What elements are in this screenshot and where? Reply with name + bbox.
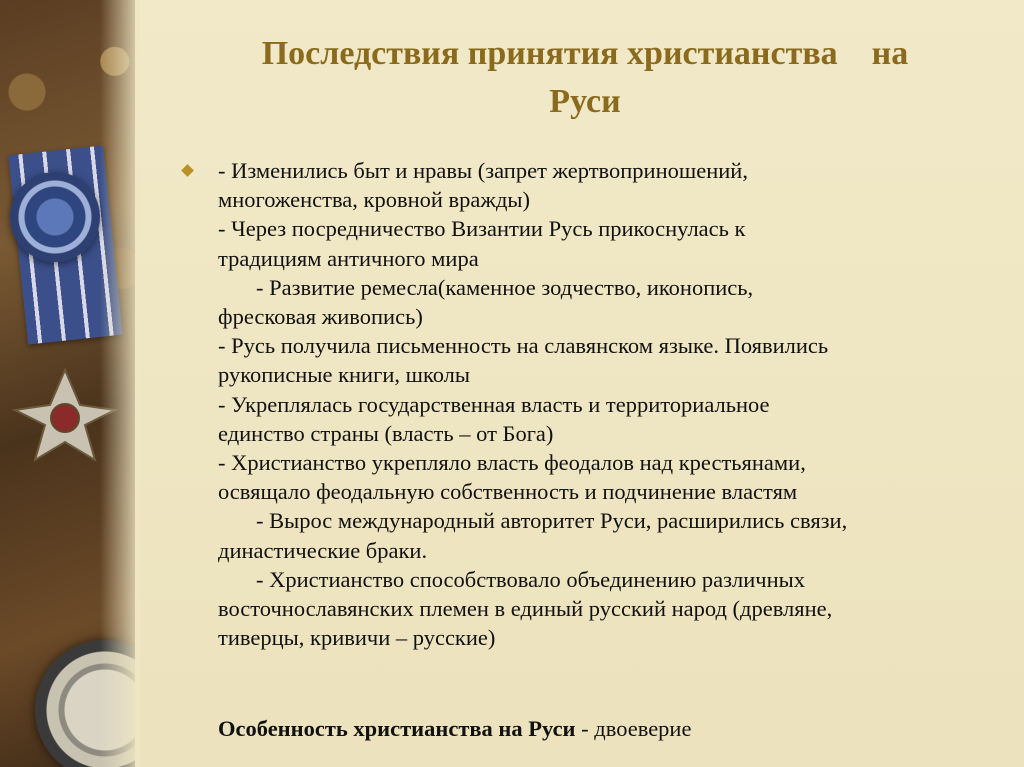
- footer-rest-text: - двоеверие: [575, 716, 692, 741]
- slide-title: [150, 30, 1020, 126]
- text-line: - Русь получила письменность на славянском языке. Появились: [218, 333, 829, 359]
- text-line: - Через посредничество Византии Русь прикоснулась к: [218, 216, 746, 242]
- text-line: единство страны (власть – от Бога): [218, 420, 554, 446]
- text-line: - Укреплялась государственная власть и территориальное: [218, 391, 770, 417]
- text-line: рукописные книги, школы: [218, 362, 471, 388]
- text-line: многоженства, кровной вражды): [218, 187, 531, 213]
- footer-bold-text: Особенность христианства на Руси: [218, 716, 576, 741]
- text-line: тиверцы, кривичи – русские): [218, 625, 496, 651]
- text-line: традициям античного мира: [218, 245, 479, 271]
- text-line: - Вырос международный авторитет Руси, расширились связи,: [256, 508, 848, 534]
- text-line: - Христианство укрепляло власть феодалов над крестьянами,: [218, 450, 806, 476]
- text-line: - Изменились быт и нравы (запрет жертвоприношений,: [218, 158, 748, 183]
- text-line: фресковая живопись): [218, 304, 423, 330]
- text-line: освящало феодальную собственность и подчинение властям: [218, 479, 798, 505]
- text-line: - Развитие ремесла(каменное зодчество, иконопись,: [256, 274, 754, 300]
- strip-fade: [100, 0, 140, 767]
- footer-note: [218, 714, 691, 743]
- text-line: восточнославянских племен в единый русский народ (древляне,: [218, 596, 833, 622]
- bullet-text-block: [218, 156, 1018, 652]
- text-line: - Христианство способствовало объединению различных: [256, 566, 805, 592]
- medal-rosette-image: [10, 172, 100, 262]
- text-line: династические браки.: [218, 537, 428, 563]
- title-line: Руси: [549, 83, 621, 120]
- title-line: Последствия принятия христианства на: [261, 35, 909, 72]
- diamond-bullet-icon: [181, 164, 194, 177]
